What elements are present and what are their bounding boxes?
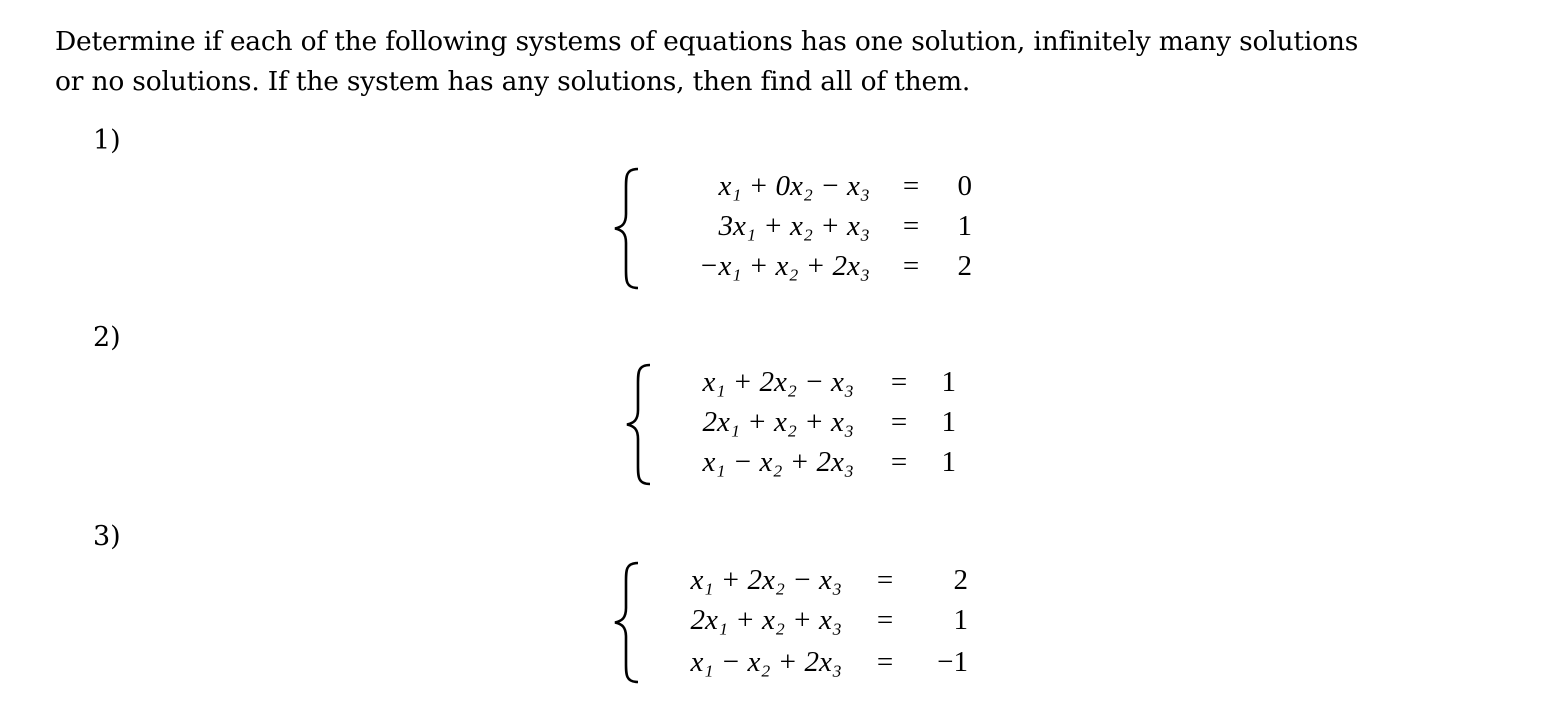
equation-rhs: 2 bbox=[957, 250, 972, 282]
equals-sign: = bbox=[890, 406, 908, 438]
equals-sign: = bbox=[876, 646, 894, 678]
equals-sign: = bbox=[902, 210, 920, 242]
equation-rhs: 0 bbox=[957, 170, 972, 202]
equals-sign: = bbox=[902, 170, 920, 202]
instructions-line-2: or no solutions. If the system has any solutions, then find all of them. bbox=[55, 66, 971, 97]
problem-3-label: 3) bbox=[93, 521, 121, 552]
equation-lhs: 3x₁ + x₂ + x₃ bbox=[718, 210, 870, 242]
equation-system-1 bbox=[612, 166, 992, 296]
equation-rhs: 1 bbox=[957, 210, 972, 242]
instructions-line-1: Determine if each of the following systems of equations has one solution, infinitely many solutions bbox=[55, 26, 1359, 57]
equals-sign: = bbox=[902, 250, 920, 282]
equals-sign: = bbox=[890, 446, 908, 478]
equation-rhs: 2 bbox=[953, 564, 968, 596]
equation-system-3 bbox=[612, 560, 992, 690]
problem-1-label: 1) bbox=[93, 125, 121, 156]
equation-lhs: x₁ − x₂ + 2x₃ bbox=[702, 446, 854, 478]
equation-rhs: 1 bbox=[953, 604, 968, 636]
instructions bbox=[55, 22, 1515, 102]
equals-sign: = bbox=[890, 366, 908, 398]
equation-system-2 bbox=[624, 362, 984, 492]
equals-sign: = bbox=[876, 604, 894, 636]
equation-lhs: −x₁ + x₂ + 2x₃ bbox=[698, 250, 870, 282]
equation-lhs: x₁ − x₂ + 2x₃ bbox=[690, 646, 842, 678]
equation-lhs: x₁ + 0x₂ − x₃ bbox=[718, 170, 870, 202]
problem-2-label: 2) bbox=[93, 322, 121, 353]
equals-sign: = bbox=[876, 564, 894, 596]
equation-rhs: 1 bbox=[941, 366, 956, 398]
equation-lhs: x₁ + 2x₂ − x₃ bbox=[690, 564, 842, 596]
equation-rhs: 1 bbox=[941, 406, 956, 438]
equation-rhs: 1 bbox=[941, 446, 956, 478]
equation-rhs: −1 bbox=[937, 646, 968, 678]
equation-lhs: 2x₁ + x₂ + x₃ bbox=[690, 604, 842, 636]
equation-lhs: 2x₁ + x₂ + x₃ bbox=[702, 406, 854, 438]
equation-lhs: x₁ + 2x₂ − x₃ bbox=[702, 366, 854, 398]
